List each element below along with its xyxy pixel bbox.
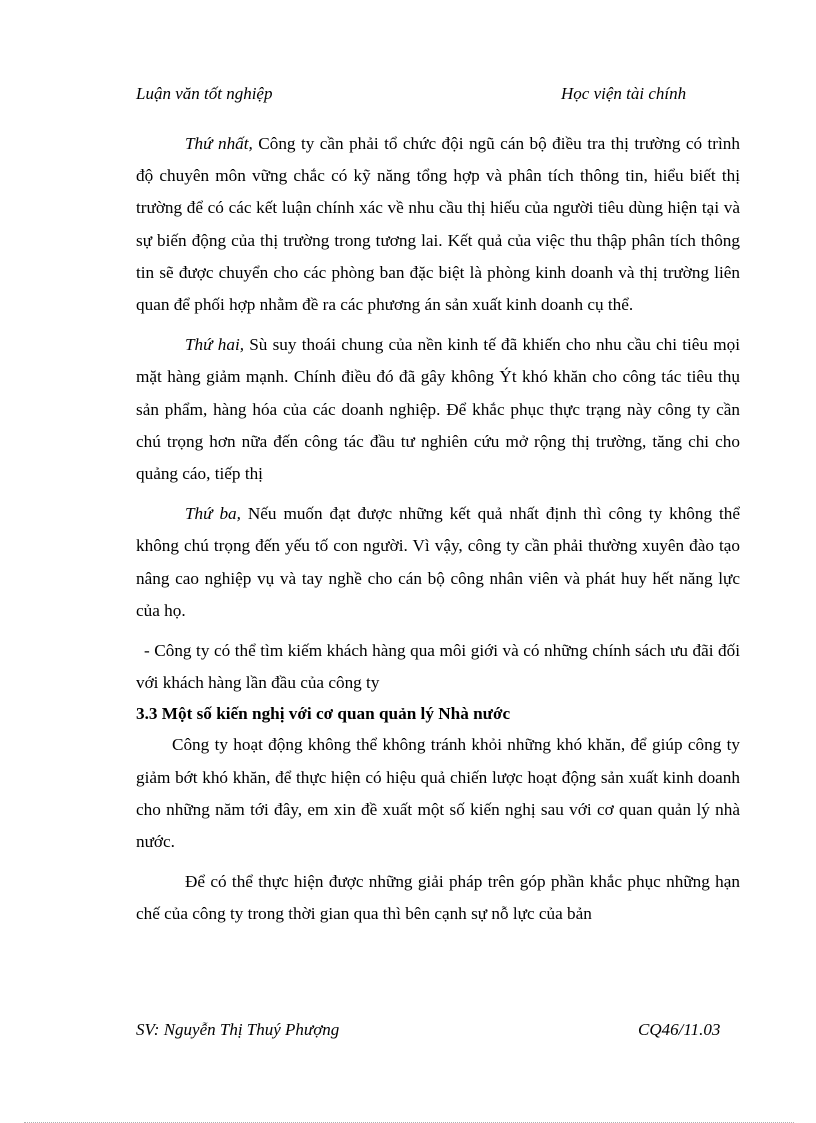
paragraph-text: Công ty cần phải tổ chức đội ngũ cán bộ điều tra thị trường có trình độ chuyên môn vững chắc có kỹ năng tổng hợp và phân tích thông tin, hiểu biết thị trường để có các kết luận chính xác về nhu cầu thị hiếu của người tiêu dùng hiện tại và sự biến động của thị trường trong tương lai. Kết quả của việc thu thập phân tích thông tin sẽ được chuyển cho các phòng ban đặc biệt là phòng kinh doanh và thị trường liên quan để phối hợp nhằm đề ra các phương án sản xuất kinh doanh cụ thể. (136, 134, 740, 315)
paragraph-third (136, 498, 740, 627)
header-thesis-label: Luận văn tốt nghiệp (136, 84, 273, 103)
paragraph-second (136, 329, 740, 490)
paragraph-text: Sù suy thoái chung của nền kinh tế đã khiến cho nhu cầu chi tiêu mọi mặt hàng giảm mạnh. Chính điều đó đã gây không Ýt khó khăn cho công tác tiêu thụ sản phẩm, hàng hóa của các doanh nghiệp. Để khắc phục thực trạng này công ty cần chú trọng hơn nữa đến công tác đầu tư nghiên cứu mở rộng thị trường, tăng chi cho quảng cáo, tiếp thị (136, 335, 740, 484)
header-institution-label: Học viện tài chính (561, 84, 687, 103)
footer-class-code: CQ46/11.03 (638, 1020, 721, 1039)
paragraph-first (136, 128, 740, 321)
paragraph-lead: Thứ ba, (185, 504, 241, 524)
paragraph-bullet: - Công ty có thể tìm kiếm khách hàng qua môi giới và có những chính sách ưu đãi đối với khách hàng lần đầu của công ty (136, 641, 740, 693)
paragraph-text: Nếu muốn đạt được những kết quả nhất định thì công ty không thể không chú trọng đến yếu tố con người. Vì vậy, công ty cần phải thường xuyên đào tạo nâng cao nghiệp vụ và tay nghề cho cán bộ công nhân viên và phát huy hết năng lực của họ. (136, 504, 740, 620)
paragraph-lead: Thứ hai, (185, 335, 245, 355)
paragraph-lead: Thứ nhất, (185, 134, 253, 153)
section-paragraph-1: Công ty hoạt động không thể không tránh khỏi những khó khăn, để giúp công ty giảm bớt khó khăn, để thực hiện có hiệu quả chiến lược hoạt động sản xuất kinh doanh cho những năm tới đây, em xin đề xuất một số kiến nghị sau với cơ quan quản lý nhà nước. (136, 735, 740, 852)
footer-student-name: SV: Nguyễn Thị Thuý Phượng (136, 1020, 340, 1039)
section-paragraph-2: Để có thể thực hiện được những giải pháp trên góp phần khắc phục những hạn chế của công ty trong thời gian qua thì bên cạnh sự nỗ lực của bản (136, 872, 740, 924)
section-heading: 3.3 Một số kiến nghị với cơ quan quản lý Nhà nước (136, 704, 511, 724)
document-body (136, 128, 740, 931)
